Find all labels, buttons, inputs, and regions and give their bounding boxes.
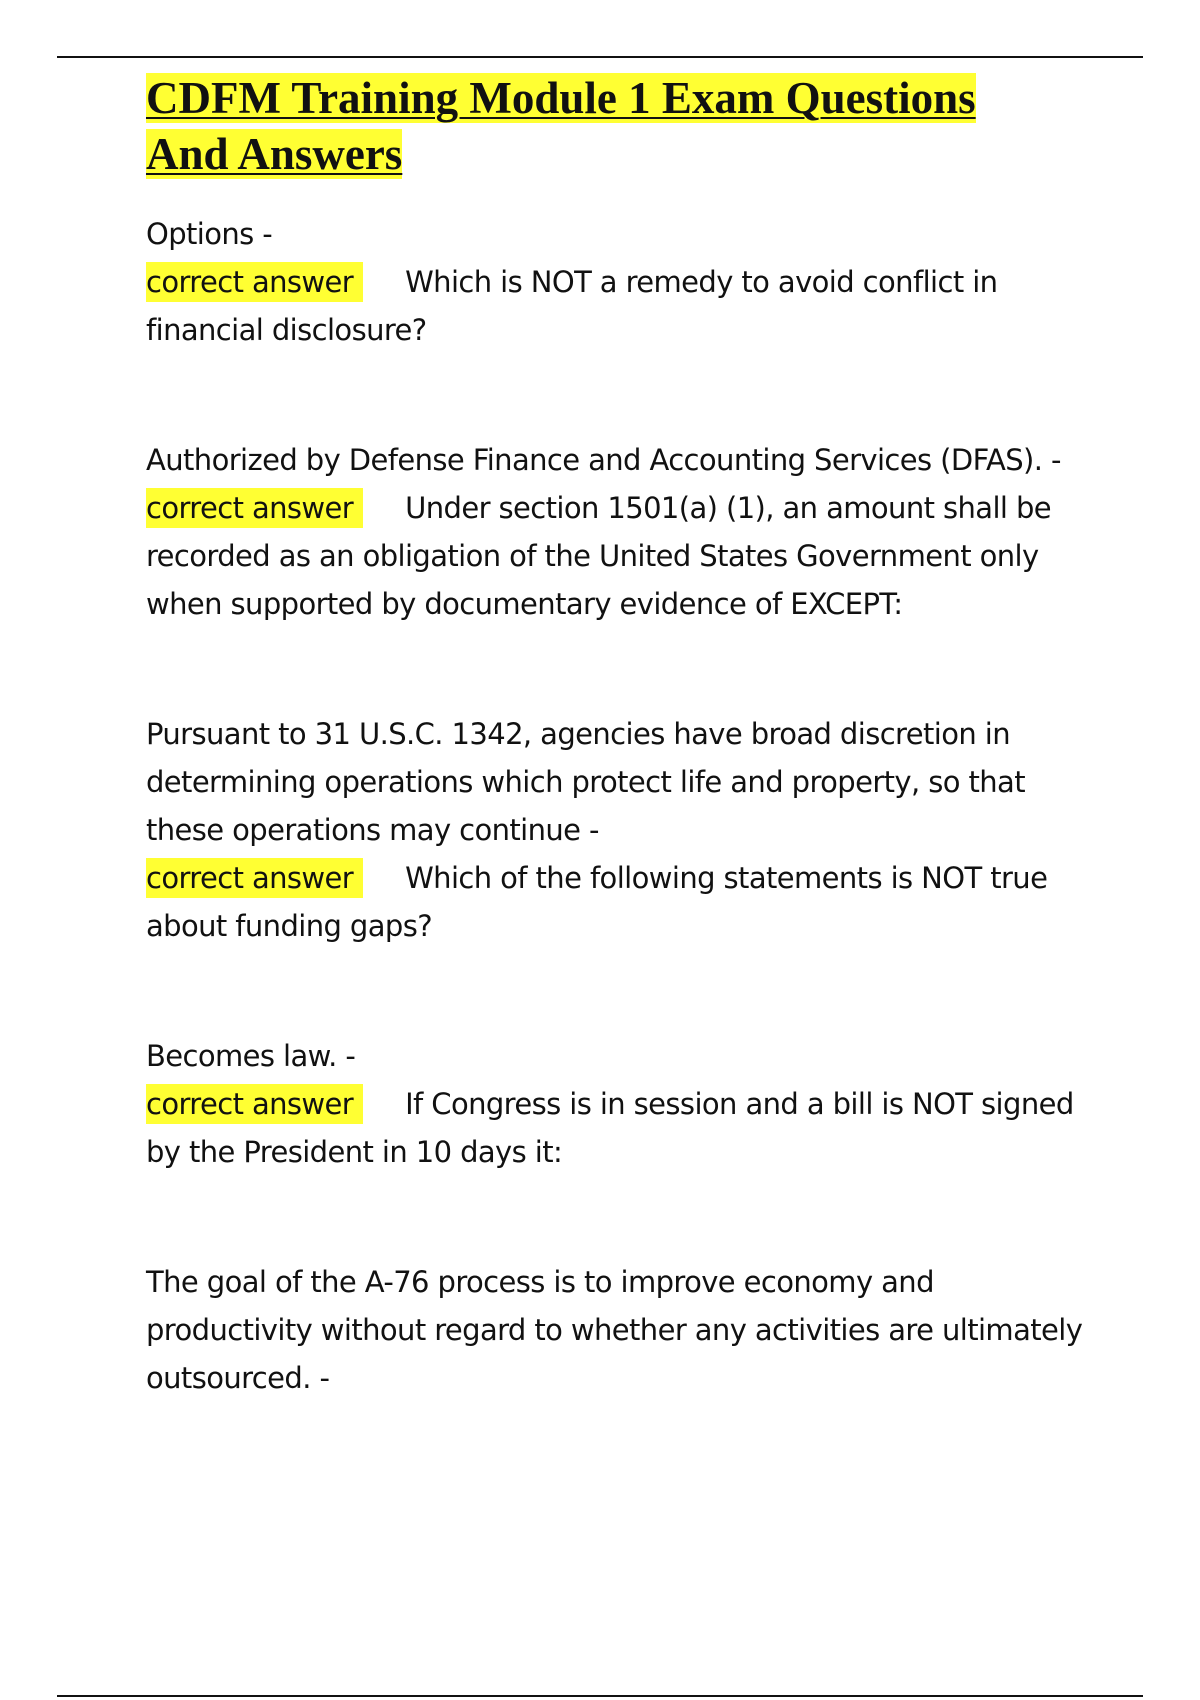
question-text: Which of the following statements is NOT true about funding gaps? [146,861,1048,943]
correct-answer-tag: correct answer [146,262,363,302]
qa-item-4 [146,1032,1096,1176]
answer-text: Options - [146,217,273,251]
correct-answer-tag: correct answer [146,858,363,898]
correct-answer-tag: correct answer [146,1084,363,1124]
qa-item-1 [146,210,1096,354]
top-rule [57,56,1143,58]
title-line-2: And Answers [146,129,403,179]
answer-text: Pursuant to 31 U.S.C. 1342, agencies have broad discretion in determining operations which protect life and property, so that these operations may continue - [146,717,1025,847]
qa-item-2 [146,436,1096,628]
answer-text: Authorized by Defense Finance and Accounting Services (DFAS). - [146,443,1061,477]
question-text: If Congress is in session and a bill is NOT signed by the President in 10 days it: [146,1087,1074,1169]
qa-item-5 [146,1258,1096,1402]
document-title [146,70,1096,182]
correct-answer-tag: correct answer [146,488,363,528]
question-text: Which is NOT a remedy to avoid conflict in financial disclosure? [146,265,998,347]
document-body [146,70,1096,1484]
answer-text: The goal of the A-76 process is to improve economy and productivity without regard to whether any activities are ultimately outsourced. - [146,1265,1083,1395]
qa-list [146,210,1096,1402]
qa-item-3 [146,710,1096,950]
question-text: Under section 1501(a) (1), an amount shall be recorded as an obligation of the United States Government only when supported by documentary evidence of EXCEPT: [146,491,1052,621]
bottom-rule [57,1695,1143,1697]
title-line-1: CDFM Training Module 1 Exam Questions [146,73,976,123]
answer-text: Becomes law. - [146,1039,356,1073]
